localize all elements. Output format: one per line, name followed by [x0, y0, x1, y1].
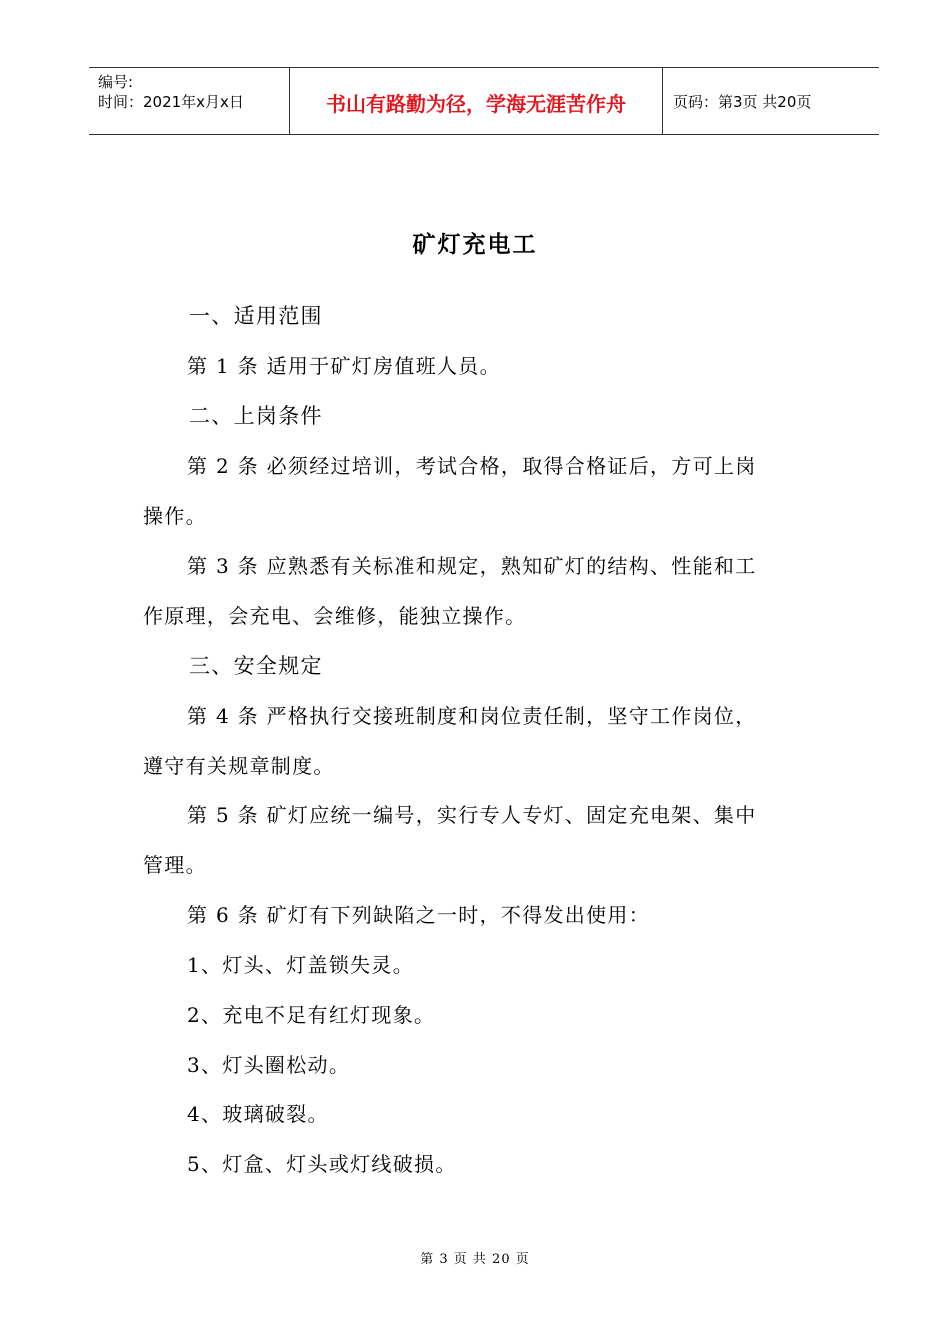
document-header [89, 67, 879, 135]
header-meta-cell [89, 68, 290, 134]
article-1: 第 1 条 适用于矿灯房值班人员。 [187, 354, 501, 378]
defect-item-3: 3、灯头圈松动。 [187, 1053, 351, 1077]
article-5-line-2: 管理。 [143, 853, 207, 877]
defect-item-1: 1、灯头、灯盖锁失灵。 [187, 953, 415, 977]
document-number-label: 编号: [98, 73, 134, 91]
section-heading-1: 一、适用范围 [189, 304, 323, 328]
section-heading-3: 三、安全规定 [189, 654, 323, 678]
article-2-line-1: 第 2 条 必须经过培训，考试合格，取得合格证后，方可上岗 [187, 454, 757, 478]
article-6: 第 6 条 矿灯有下列缺陷之一时，不得发出使用： [187, 903, 650, 927]
document-title: 矿灯充电工 [412, 231, 538, 258]
header-page-label: 页码：第3页 共20页 [673, 92, 812, 111]
defect-item-5: 5、灯盒、灯头或灯线破损。 [187, 1152, 457, 1176]
article-3-line-1: 第 3 条 应熟悉有关标准和规定，熟知矿灯的结构、性能和工 [187, 554, 757, 578]
document-date-label: 时间：2021年x月x日 [98, 93, 244, 111]
defect-item-4: 4、玻璃破裂。 [187, 1102, 329, 1126]
article-5-line-1: 第 5 条 矿灯应统一编号，实行专人专灯、固定充电架、集中 [187, 803, 757, 827]
section-heading-2: 二、上岗条件 [189, 404, 323, 428]
header-motto: 书山有路勤为径，学海无涯苦作舟 [290, 68, 663, 134]
page-footer: 第 3 页 共 20 页 [420, 1252, 530, 1267]
article-3-line-2: 作原理，会充电、会维修，能独立操作。 [143, 604, 527, 628]
article-2-line-2: 操作。 [143, 504, 207, 528]
article-4-line-1: 第 4 条 严格执行交接班制度和岗位责任制，坚守工作岗位， [187, 704, 757, 728]
defect-item-2: 2、充电不足有红灯现象。 [187, 1003, 436, 1027]
article-4-line-2: 遵守有关规章制度。 [143, 754, 335, 778]
